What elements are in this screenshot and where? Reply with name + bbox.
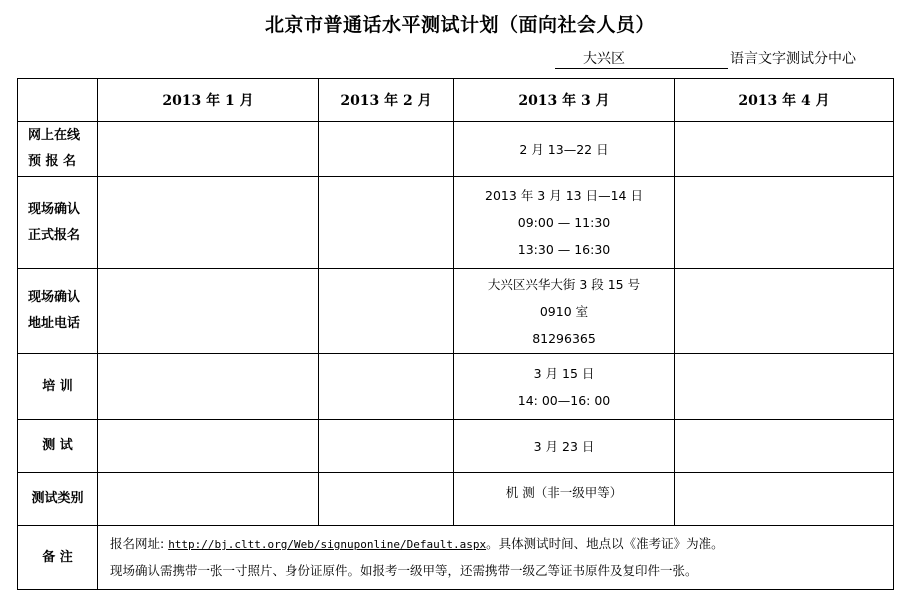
test-center-line xyxy=(555,48,856,69)
schedule-table xyxy=(17,78,894,590)
online-mar: 2 月 13—22 日 xyxy=(454,122,675,177)
row-label-address: 现场确认 地址电话 xyxy=(18,269,98,354)
row-label-notes: 备 注 xyxy=(18,526,98,590)
table-row-address xyxy=(18,269,894,354)
district-name: 大兴区 xyxy=(555,48,728,69)
signup-link[interactable]: http://bj.cltt.org/Web/signuponline/Default.aspx xyxy=(168,538,487,551)
table-row-online xyxy=(18,122,894,177)
table-row-training xyxy=(18,354,894,420)
row-label-test: 测 试 xyxy=(18,420,98,473)
corner-cell xyxy=(18,79,98,122)
table-row-onsite xyxy=(18,177,894,269)
row-label-type: 测试类别 xyxy=(18,473,98,526)
type-mar: 机 测（非一级甲等） xyxy=(454,473,675,526)
col-jan: 2013 年 1 月 xyxy=(98,79,319,122)
page-title: 北京市普通话水平测试计划（面向社会人员） xyxy=(264,14,655,36)
col-mar: 2013 年 3 月 xyxy=(454,79,675,122)
header-row xyxy=(18,79,894,122)
row-label-training: 培 训 xyxy=(18,354,98,420)
table-row-type xyxy=(18,473,894,526)
col-apr: 2013 年 4 月 xyxy=(675,79,894,122)
row-label-online: 网上在线 预 报 名 xyxy=(18,122,98,177)
col-feb: 2013 年 2 月 xyxy=(319,79,454,122)
test-mar: 3 月 23 日 xyxy=(454,420,675,473)
address-mar: 大兴区兴华大街 3 段 15 号 0910 室 81296365 xyxy=(454,269,675,354)
row-label-onsite: 现场确认 正式报名 xyxy=(18,177,98,269)
center-name: 语言文字测试分中心 xyxy=(730,51,856,67)
table-row-test xyxy=(18,420,894,473)
table-row-notes xyxy=(18,526,894,590)
notes-cell xyxy=(98,526,894,590)
onsite-mar: 2013 年 3 月 13 日—14 日 09:00 — 11:30 13:30 — 16:30 xyxy=(454,177,675,269)
training-mar: 3 月 15 日 14: 00—16: 00 xyxy=(454,354,675,420)
notes-line-2: 现场确认需携带一张一寸照片、身份证原件。如报考一级甲等，还需携带一级乙等证书原件及复印件一张。 xyxy=(110,563,698,578)
notes-line-1: 报名网址: http://bj.cltt.org/Web/signuponline/Default.aspx。具体测试时间、地点以《准考证》为准。 xyxy=(110,536,724,551)
